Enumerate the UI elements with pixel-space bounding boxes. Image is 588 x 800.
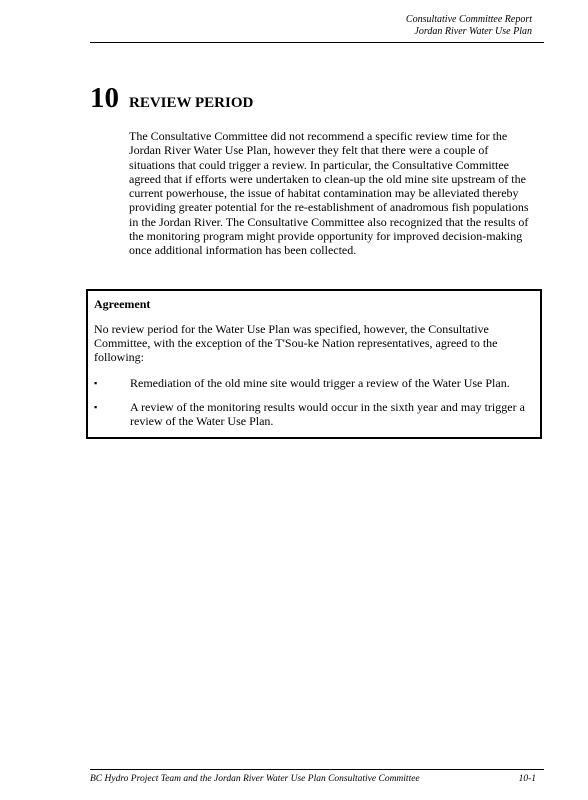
page-footer xyxy=(90,773,544,785)
agreement-intro: No review period for the Water Use Plan was specified, however, the Consultative Committee, with the exception of the T'Sou-ke Nation representatives, agreed to the following: xyxy=(94,322,498,364)
bullet-icon: ▪ xyxy=(94,402,98,412)
header-divider xyxy=(90,42,544,43)
agreement-title: Agreement xyxy=(94,297,151,311)
bullet-icon: ▪ xyxy=(94,378,98,388)
section-title: REVIEW PERIOD xyxy=(129,95,254,111)
section-number: 10 xyxy=(90,82,119,114)
report-title: Consultative Committee Report xyxy=(405,14,532,25)
agreement-box xyxy=(86,289,542,439)
footer-divider xyxy=(90,769,544,770)
plan-title: Jordan River Water Use Plan xyxy=(414,26,532,37)
page-number: 10-1 xyxy=(518,774,536,784)
footer-text: BC Hydro Project Team and the Jordan River Water Use Plan Consultative Committee xyxy=(90,774,420,784)
list-item xyxy=(94,376,534,390)
section-heading xyxy=(90,82,253,114)
page-header xyxy=(406,14,532,38)
review-paragraph: The Consultative Committee did not recommend a specific review time for the Jordan River Water Use Plan, however they felt that there were a couple of situations that could trigger a review. In particular, the Consultative Committee agreed that if efforts were undertaken to clean-up the old mine site upstream of the current powerhouse, the issue of habitat contamination may be alleviated thereby providing greater potential for the re-establishment of anadromous fish populations in the Jordan River. The Consultative Committee also recognized that the results of the monitoring program might provide opportunity for improved decision-making once additional information has been collected. xyxy=(129,129,529,258)
list-item xyxy=(94,400,534,428)
bullet-text: A review of the monitoring results would occur in the sixth year and may trigger a review of the Water Use Plan. xyxy=(130,400,525,428)
bullet-text: Remediation of the old mine site would trigger a review of the Water Use Plan. xyxy=(130,376,510,390)
